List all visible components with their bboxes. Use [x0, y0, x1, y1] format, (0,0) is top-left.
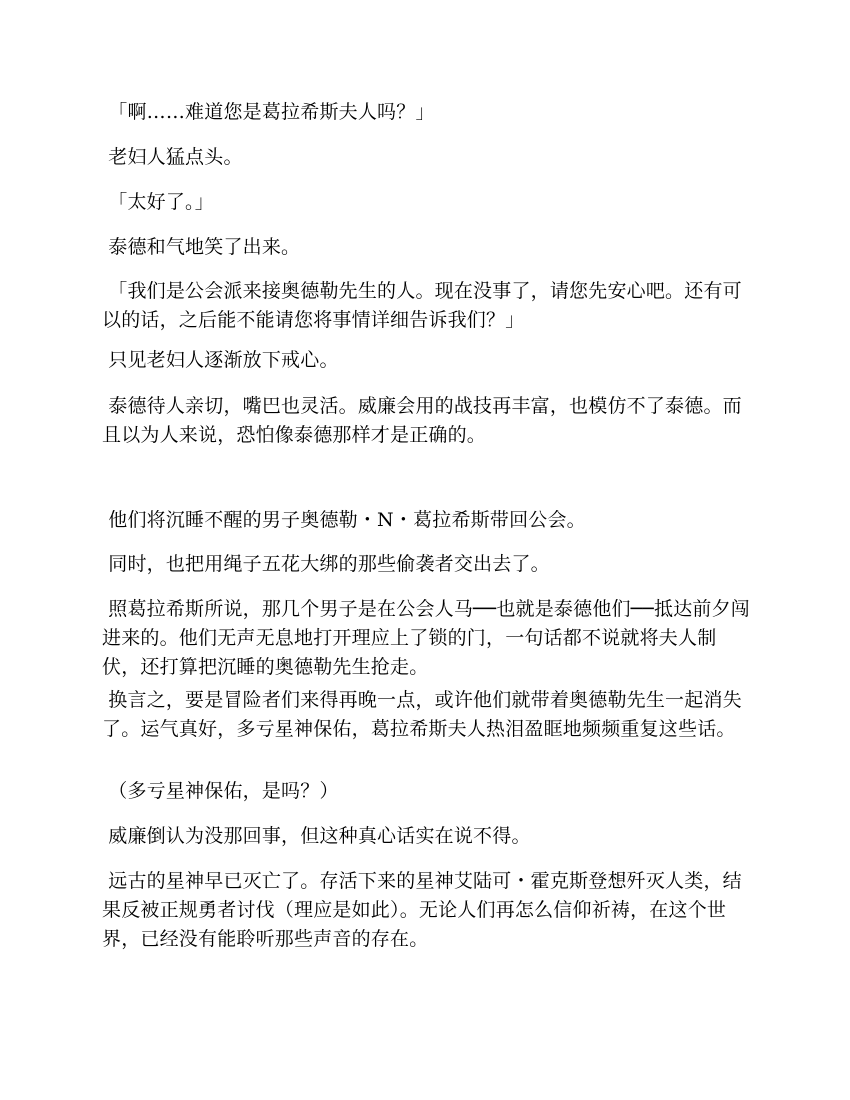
- paragraph-13: 威廉倒认为没那回事，但这种真心话实在说不得。: [102, 825, 531, 847]
- paragraph-7: 泰德待人亲切，嘴巴也灵活。威廉会用的战技再丰富，也模仿不了泰德。而且以为人来说，恐怕像泰德那样才是正确的。: [102, 395, 742, 446]
- paragraph-8: 他们将沉睡不醒的男子奥德勒・N・葛拉希斯带回公会。: [102, 509, 586, 531]
- paragraph-10: 照葛拉希斯所说，那几个男子是在公会人马──也就是泰德他们──抵达前夕闯进来的。他们无声无息地打开理应上了锁的门，一句话都不说就将夫人制伏，还打算把沉睡的奥德勒先生抢走。: [102, 598, 751, 678]
- paragraph-6: 只见老妇人逐渐放下戒心。: [102, 349, 339, 371]
- paragraph-12: （多亏星神保佑，是吗？）: [102, 780, 339, 802]
- paragraph-9: 同时，也把用绳子五花大绑的那些偷袭者交出去了。: [102, 553, 550, 575]
- paragraph-5: 「我们是公会派来接奥德勒先生的人。现在没事了，请您先安心吧。还有可以的话，之后能不能请您将事情详细告诉我们？」: [102, 280, 742, 331]
- paragraph-14: 远古的星神早已灭亡了。存活下来的星神艾陆可・霍克斯登想歼灭人类，结果反被正规勇者讨伐（理应是如此）。无论人们再怎么信仰祈祷，在这个世界，已经没有能聆听那些声音的存在。: [102, 870, 742, 950]
- paragraph-11: 换言之，要是冒险者们来得再晚一点，或许他们就带着奥德勒先生一起消失了。运气真好，多亏星神保佑，葛拉希斯夫人热泪盈眶地频频重复这些话。: [102, 689, 742, 740]
- paragraph-1: 「啊……难道您是葛拉希斯夫人吗？」: [102, 101, 435, 123]
- paragraph-4: 泰德和气地笑了出来。: [102, 236, 301, 258]
- paragraph-2: 老妇人猛点头。: [102, 146, 243, 168]
- paragraph-3: 「太好了。」: [102, 191, 214, 213]
